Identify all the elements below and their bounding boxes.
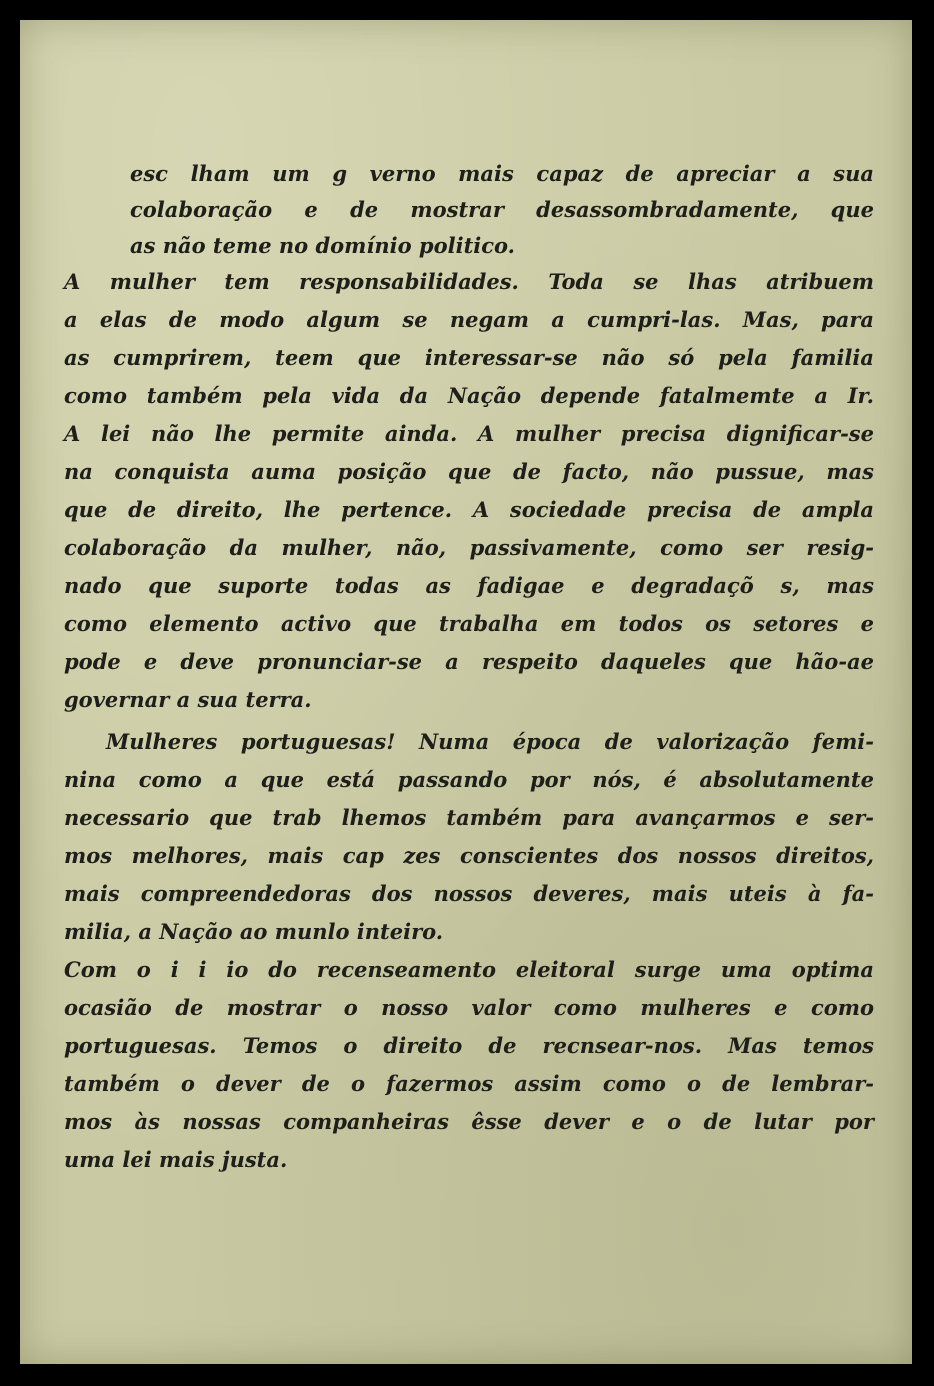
text-line: mos às nossas companheiras êsse dever e o de lutar por [64,1109,874,1134]
text-line: pode e deve pronunciar-se a respeito daqueles que hão-ae [64,649,874,674]
text-line: uma lei mais justa. [64,1147,288,1172]
text-line: mais compreendedoras dos nossos deveres, mais uteis à fa- [64,881,874,906]
text-line: A lei não lhe permite ainda. A mulher precisa dignificar-se [64,421,874,446]
text-line: portuguesas. Temos o direito de recnsear-nos. Mas temos [64,1033,874,1058]
text-line: a elas de modo algum se negam a cumpri-las. Mas, para [64,307,874,332]
text-line: que de direito, lhe pertence. A sociedade precisa de ampla [64,497,874,522]
text-line: na conquista auma posição que de facto, não pussue, mas [64,459,874,484]
text-line: colaboração e de mostrar desassombradamente, que [130,197,874,222]
text-line: necessario que trab lhemos também para avançarmos e ser- [64,805,874,830]
text-line: governar a sua terra. [64,687,312,712]
text-line: milia, a Nação ao munlo inteiro. [64,919,444,944]
text-line: as não teme no domínio politico. [130,233,515,258]
text-line: como elemento activo que trabalha em todos os setores e [64,611,874,636]
text-line: colaboração da mulher, não, passivamente, como ser resig- [64,535,874,560]
text-line: nina como a que está passando por nós, é absolutamente [64,767,874,792]
document-page [20,20,912,1364]
text-line: também o dever de o fazermos assim como o de lembrar- [64,1071,874,1096]
text-line: A mulher tem responsabilidades. Toda se lhas atribuem [64,269,874,294]
text-line: Mulheres portuguesas! Numa época de valorização femi- [106,729,874,754]
text-line: mos melhores, mais cap zes conscientes dos nossos direitos, [64,843,874,868]
text-line: Com o i i io do recenseamento eleitoral surge uma optima [64,957,874,982]
text-line: nado que suporte todas as fadigae e degradaçõ s, mas [64,573,874,598]
text-line: as cumprirem, teem que interessar-se não só pela familia [64,345,874,370]
text-line: esc lham um g verno mais capaz de apreciar a sua [130,161,874,186]
text-line: ocasião de mostrar o nosso valor como mulheres e como [64,995,874,1020]
text-line: como também pela vida da Nação depende fatalmemte a Ir. [64,383,874,408]
